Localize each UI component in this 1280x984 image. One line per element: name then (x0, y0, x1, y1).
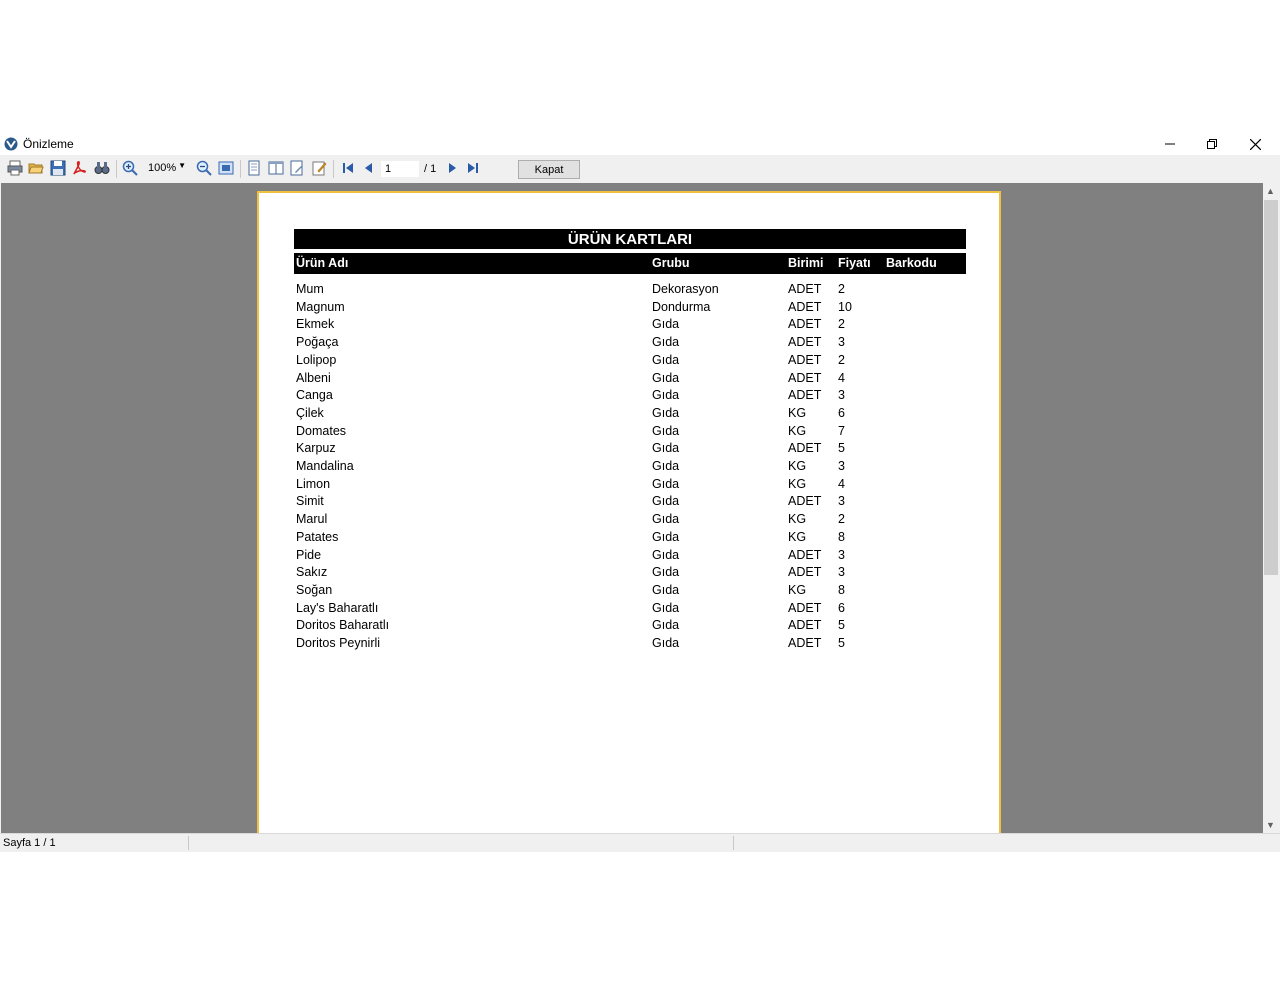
cell-unit: ADET (788, 547, 822, 562)
title-bar (0, 133, 1280, 155)
table-row (294, 386, 966, 403)
zoom-value: 100% (148, 162, 177, 174)
save-icon (50, 160, 66, 176)
cell-group: Dondurma (652, 299, 711, 314)
cell-unit: ADET (788, 282, 822, 296)
first-page-icon (340, 160, 356, 176)
report-page (257, 191, 1001, 833)
cell-group: Gıda (652, 512, 680, 527)
table-row (294, 546, 966, 563)
cell-group: Gıda (652, 636, 680, 650)
multi-page-button[interactable] (267, 159, 285, 177)
cell-unit: KG (788, 405, 807, 420)
column-header-name: Ürün Adı (296, 256, 349, 270)
cell-group: Gıda (652, 494, 680, 509)
table-header (294, 253, 966, 274)
cell-unit: KG (788, 582, 807, 597)
cell-price: 10 (838, 299, 852, 314)
minimize-button[interactable] (1149, 133, 1191, 155)
cell-group: Gıda (652, 476, 680, 491)
pdf-icon (71, 160, 87, 176)
cell-name: Mum (296, 282, 324, 296)
cell-unit: ADET (788, 636, 822, 650)
cell-price: 2 (838, 512, 845, 527)
cell-name: Patates (296, 529, 339, 544)
minimize-icon (1165, 139, 1175, 149)
cell-name: Ekmek (296, 317, 335, 332)
cell-name: Albeni (296, 370, 331, 385)
status-divider (733, 836, 734, 850)
column-header-unit: Birimi (788, 256, 824, 270)
cell-name: Canga (296, 388, 333, 403)
cell-group: Gıda (652, 352, 680, 367)
cell-group: Gıda (652, 388, 680, 403)
preview-area[interactable] (1, 183, 1263, 833)
table-row (294, 315, 966, 332)
cell-unit: ADET (788, 335, 822, 350)
cell-price: 6 (838, 600, 845, 615)
table-row (294, 422, 966, 439)
report-title: ÜRÜN KARTLARI (294, 229, 966, 249)
cell-price: 2 (838, 282, 845, 296)
cell-group: Gıda (652, 582, 680, 597)
cell-price: 4 (838, 476, 845, 491)
cell-name: Pide (296, 547, 322, 562)
find-button[interactable] (93, 159, 111, 177)
column-header-price: Fiyatı (838, 256, 871, 270)
cell-name: Çilek (296, 405, 324, 420)
cell-group: Gıda (652, 600, 680, 615)
cell-price: 4 (838, 370, 845, 385)
cell-unit: KG (788, 529, 807, 544)
next-page-icon (444, 160, 460, 176)
edit-button[interactable] (310, 159, 328, 177)
table-row (294, 475, 966, 492)
window-title: Önizleme (23, 137, 74, 151)
cell-price: 5 (838, 618, 845, 633)
status-page-info: Sayfa 1 / 1 (3, 837, 56, 849)
zoom-select[interactable] (145, 159, 189, 177)
cell-name: Lay's Baharatlı (296, 600, 379, 615)
cell-price: 8 (838, 582, 845, 597)
cell-group: Gıda (652, 423, 680, 438)
page-setup-button[interactable] (288, 159, 306, 177)
single-page-icon (246, 160, 262, 176)
cell-unit: ADET (788, 441, 822, 456)
cell-price: 2 (838, 352, 845, 367)
table-row (294, 581, 966, 598)
restore-icon (1207, 139, 1217, 149)
zoom-in-icon (122, 160, 138, 176)
toolbar (0, 155, 1280, 183)
table-row (294, 333, 966, 350)
scroll-up-icon[interactable]: ▲ (1266, 186, 1275, 196)
cell-group: Dekorasyon (652, 282, 719, 296)
print-button[interactable] (6, 159, 24, 177)
column-header-barcode: Barkodu (886, 256, 937, 270)
last-page-button[interactable] (464, 159, 482, 177)
cell-price: 2 (838, 317, 845, 332)
cell-unit: ADET (788, 600, 822, 615)
cell-name: Lolipop (296, 352, 337, 367)
cell-name: Doritos Peynirli (296, 636, 381, 650)
cell-group: Gıda (652, 441, 680, 456)
table-row (294, 404, 966, 421)
table-row (294, 280, 966, 297)
cell-name: Simit (296, 494, 324, 509)
vertical-scrollbar[interactable] (1263, 183, 1280, 833)
cell-unit: ADET (788, 618, 822, 633)
save-button[interactable] (49, 159, 67, 177)
cell-group: Gıda (652, 335, 680, 350)
preview-window (0, 133, 1280, 851)
cell-group: Gıda (652, 405, 680, 420)
cell-unit: ADET (788, 388, 822, 403)
table-row (294, 599, 966, 616)
cell-price: 3 (838, 335, 845, 350)
table-row (294, 492, 966, 509)
status-bar (0, 833, 1280, 852)
table-row (294, 634, 966, 651)
zoom-in-button[interactable] (121, 159, 139, 177)
page-setup-icon (289, 160, 305, 176)
cell-group: Gıda (652, 565, 680, 580)
table-row (294, 510, 966, 527)
cell-name: Sakız (296, 565, 328, 580)
table-row (294, 528, 966, 545)
cell-unit: ADET (788, 565, 822, 580)
previous-page-icon (361, 160, 377, 176)
cell-price: 7 (838, 423, 845, 438)
scroll-down-icon[interactable]: ▼ (1266, 820, 1275, 830)
cell-unit: ADET (788, 317, 822, 332)
table-row (294, 351, 966, 368)
cell-unit: KG (788, 476, 807, 491)
zoom-out-icon (196, 160, 212, 176)
cell-name: Magnum (296, 299, 345, 314)
next-page-button[interactable] (443, 159, 461, 177)
cell-unit: ADET (788, 352, 822, 367)
cell-group: Gıda (652, 370, 680, 385)
toolbar-separator (116, 160, 117, 178)
cell-price: 5 (838, 636, 845, 650)
scrollbar-thumb[interactable] (1264, 200, 1278, 575)
cell-price: 3 (838, 547, 845, 562)
table-row (294, 439, 966, 456)
fit-page-icon (218, 160, 234, 176)
multi-page-icon (268, 160, 284, 176)
app-icon (4, 137, 18, 151)
page-number-input[interactable] (381, 161, 419, 177)
cell-name: Doritos Baharatlı (296, 618, 390, 633)
fit-page-button[interactable] (217, 159, 235, 177)
close-preview-button[interactable]: Kapat (518, 160, 580, 179)
cell-price: 8 (838, 529, 845, 544)
cell-name: Karpuz (296, 441, 336, 456)
cell-group: Gıda (652, 317, 680, 332)
table-row (294, 616, 966, 633)
export-pdf-button[interactable] (70, 159, 88, 177)
status-divider (188, 836, 189, 850)
cell-name: Soğan (296, 582, 333, 597)
cell-price: 3 (838, 494, 845, 509)
edit-icon (311, 160, 327, 176)
cell-unit: ADET (788, 370, 822, 385)
table-row (294, 563, 966, 580)
cell-unit: KG (788, 423, 807, 438)
cell-unit: ADET (788, 299, 822, 314)
table-row (294, 298, 966, 315)
toolbar-separator (240, 160, 241, 178)
table-row (294, 369, 966, 386)
cell-name: Mandalina (296, 459, 354, 473)
cell-group: Gıda (652, 459, 680, 473)
cell-unit: KG (788, 459, 807, 473)
toolbar-separator (333, 160, 334, 178)
column-header-group: Grubu (652, 256, 690, 270)
page-total: / 1 (424, 163, 437, 175)
close-window-button[interactable] (1234, 133, 1276, 155)
close-icon (1250, 139, 1261, 150)
cell-group: Gıda (652, 547, 680, 562)
folder-open-icon (28, 160, 44, 176)
cell-name: Poğaça (296, 335, 339, 350)
open-button[interactable] (27, 159, 45, 177)
binoculars-icon (94, 160, 110, 176)
last-page-icon (465, 160, 481, 176)
cell-group: Gıda (652, 618, 680, 633)
cell-name: Marul (296, 512, 328, 527)
cell-price: 3 (838, 459, 845, 473)
cell-unit: KG (788, 512, 807, 527)
previous-page-button[interactable] (360, 159, 378, 177)
cell-price: 6 (838, 405, 845, 420)
cell-price: 3 (838, 565, 845, 580)
cell-name: Domates (296, 423, 347, 438)
cell-price: 5 (838, 441, 845, 456)
chevron-down-icon: ▼ (178, 161, 186, 170)
cell-group: Gıda (652, 529, 680, 544)
first-page-button[interactable] (339, 159, 357, 177)
cell-name: Limon (296, 476, 331, 491)
cell-unit: ADET (788, 494, 822, 509)
table-row (294, 457, 966, 474)
print-icon (7, 160, 23, 176)
single-page-button[interactable] (245, 159, 263, 177)
cell-price: 3 (838, 388, 845, 403)
restore-button[interactable] (1191, 133, 1233, 155)
zoom-out-button[interactable] (195, 159, 213, 177)
